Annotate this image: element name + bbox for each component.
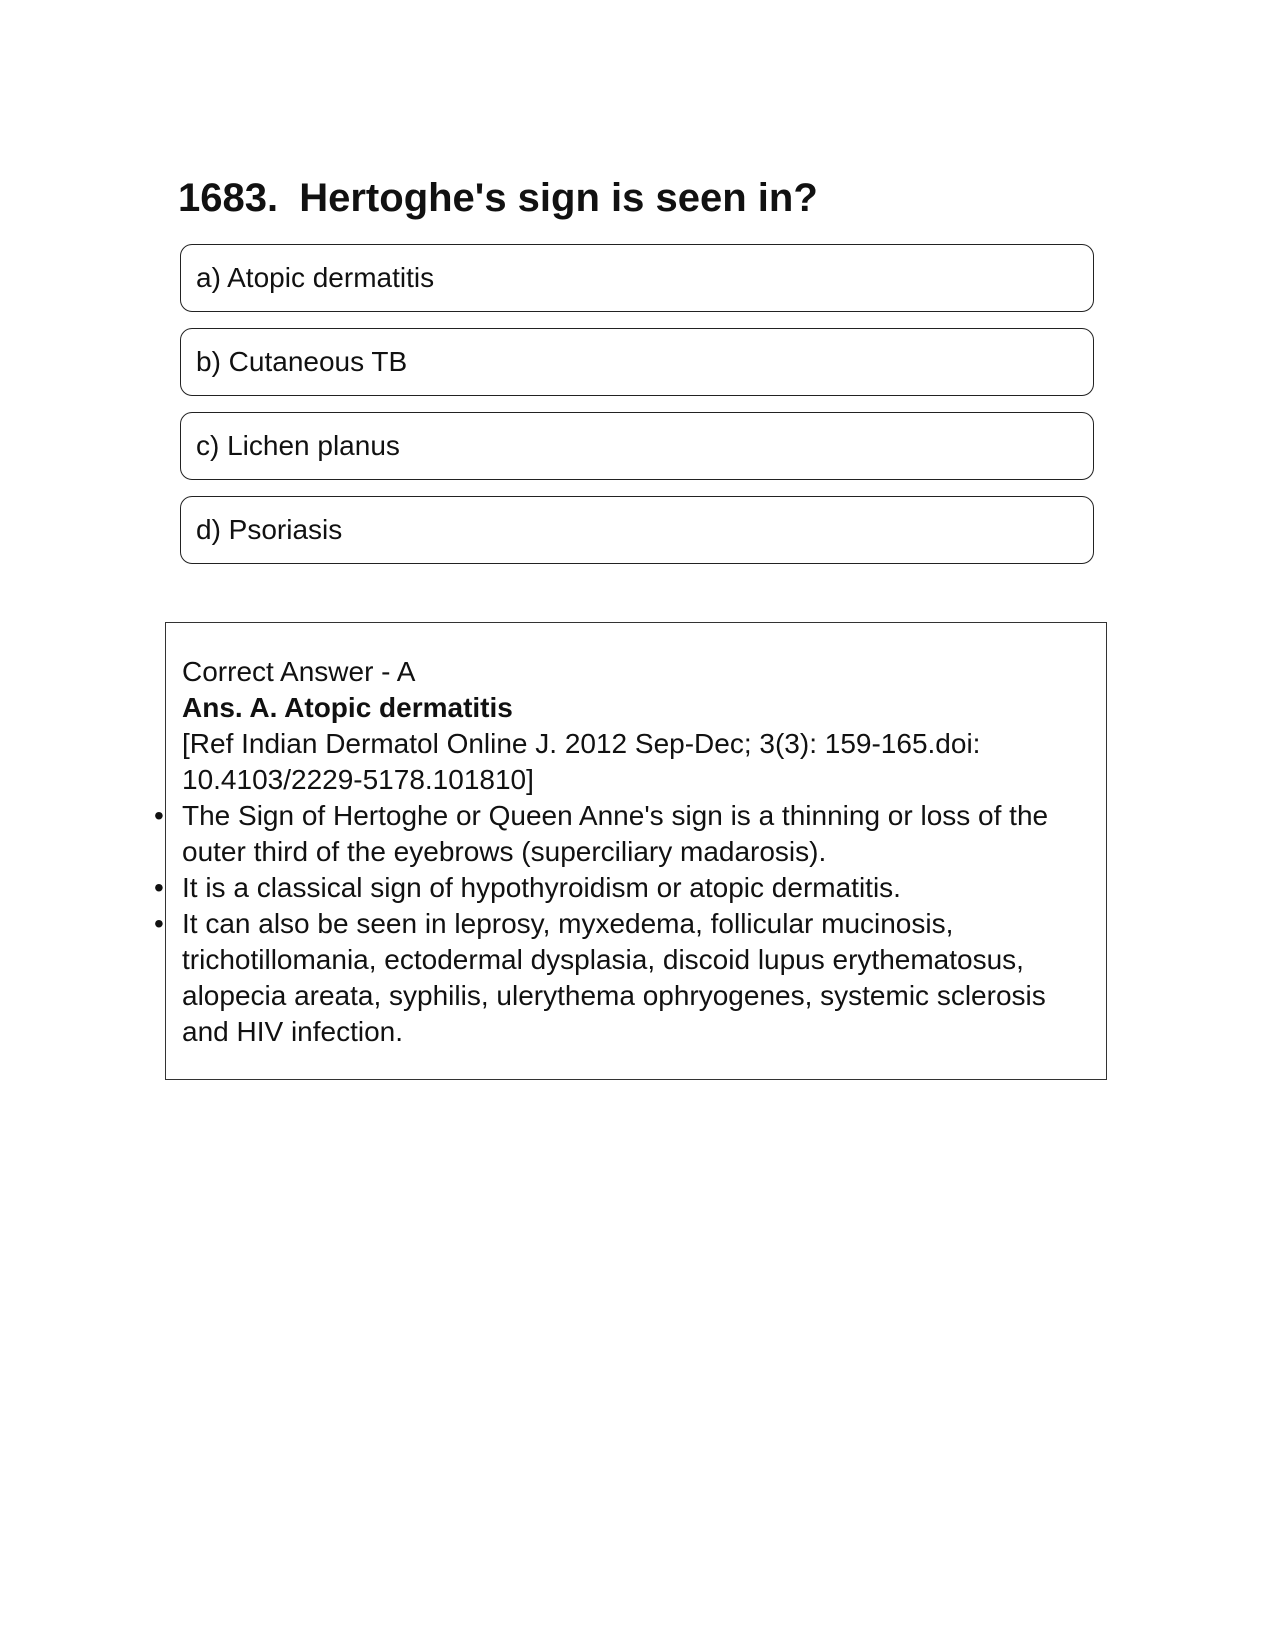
answer-explanation-box xyxy=(165,622,1107,1080)
explanation-bullet: • The Sign of Hertoghe or Queen Anne's sign is a thinning or loss of the outer third of the eyebrows (superciliary madarosis). xyxy=(182,798,1086,870)
correct-answer-line: Correct Answer - A xyxy=(182,656,416,687)
option-c[interactable]: c) Lichen planus xyxy=(180,412,1094,480)
question-text: Hertoghe's sign is seen in? xyxy=(299,176,818,220)
option-d[interactable]: d) Psoriasis xyxy=(180,496,1094,564)
question-title xyxy=(178,174,818,222)
question-number: 1683. xyxy=(178,176,279,220)
option-a[interactable]: a) Atopic dermatitis xyxy=(180,244,1094,312)
explanation-bullet: • It is a classical sign of hypothyroidism or atopic dermatitis. xyxy=(182,870,1086,906)
explanation-bullet: • It can also be seen in leprosy, myxedema, follicular mucinosis, trichotillomania, ectodermal dysplasia, discoid lupus erythematosus, alopecia areata, syphilis, ulerythema ophryogenes, systemic sclerosis and HIV infection. xyxy=(182,906,1086,1050)
explanation-bullets xyxy=(182,798,1086,1050)
option-b[interactable]: b) Cutaneous TB xyxy=(180,328,1094,396)
answer-heading: Ans. A. Atopic dermatitis xyxy=(182,692,513,723)
options-list xyxy=(180,244,1094,580)
answer-reference: [Ref Indian Dermatol Online J. 2012 Sep-Dec; 3(3): 159-165.doi: 10.4103/2229-5178.101810] xyxy=(182,728,981,795)
